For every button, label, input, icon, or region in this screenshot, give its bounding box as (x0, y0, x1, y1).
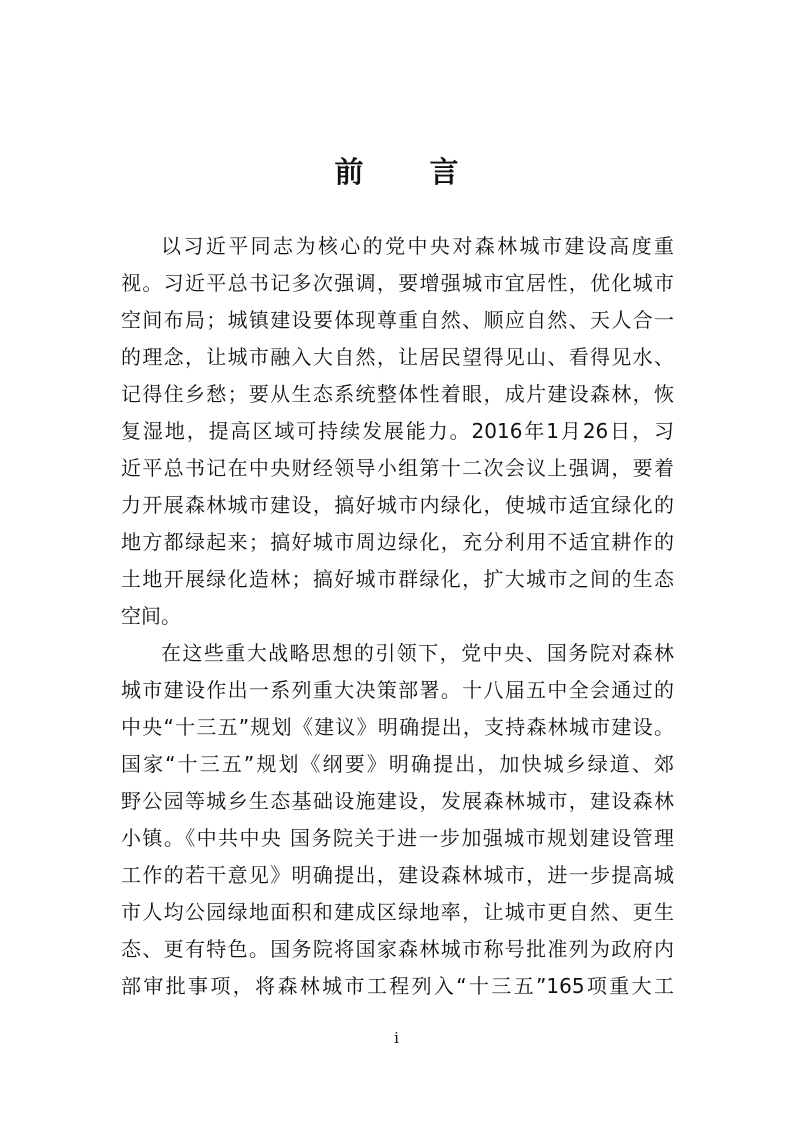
text-line: 以习近平同志为核心的党中央对森林城市建设高度重 (161, 234, 674, 258)
paragraph-2 (121, 635, 674, 1005)
text-line: 小镇。《中共中央 国务院关于进一步加强城市规划建设管理 (121, 826, 674, 850)
text-line: 近平总书记在中央财经领导小组第十二次会议上强调，要着 (121, 456, 674, 480)
text-line: 态、更有特色。国务院将国家森林城市称号批准列为政府内 (121, 937, 674, 961)
text-line: 市人均公园绿地面积和建成区绿地率，让城市更自然、更生 (121, 900, 674, 924)
body-text (121, 228, 674, 1005)
text-line: 野公园等城乡生态基础设施建设，发展森林城市，建设森林 (121, 789, 674, 813)
text-line: 部审批事项，将森林城市工程列入“十三五”165项重大工 (121, 974, 674, 998)
paragraph-1 (121, 228, 674, 635)
text-line: 在这些重大战略思想的引领下，党中央、国务院对森林 (161, 641, 674, 665)
text-line: 复湿地，提高区域可持续发展能力。2016年1月26日，习 (121, 419, 674, 443)
text-line: 力开展森林城市建设，搞好城市内绿化，使城市适宜绿化的 (121, 493, 674, 517)
text-line: 的理念，让城市融入大自然，让居民望得见山、看得见水、 (121, 345, 674, 369)
text-line: 地方都绿起来；搞好城市周边绿化，充分利用不适宜耕作的 (121, 530, 674, 554)
text-line: 中央“十三五”规划《建议》明确提出，支持森林城市建设。 (121, 715, 674, 739)
text-line: 空间布局；城镇建设要体现尊重自然、顺应自然、天人合一 (121, 308, 674, 332)
text-line: 国家“十三五”规划《纲要》明确提出，加快城乡绿道、郊 (121, 752, 674, 776)
page-title: 前 言 (334, 155, 487, 189)
text-line: 城市建设作出一系列重大决策部署。十八届五中全会通过的 (121, 678, 674, 702)
text-line: 工作的若干意见》明确提出，建设森林城市，进一步提高城 (121, 863, 674, 887)
page-number: i (394, 1029, 399, 1047)
text-line: 视。习近平总书记多次强调，要增强城市宜居性，优化城市 (121, 271, 674, 295)
text-line: 土地开展绿化造林；搞好城市群绿化，扩大城市之间的生态 (121, 567, 674, 591)
text-line: 空间。 (121, 604, 181, 628)
text-line: 记得住乡愁；要从生态系统整体性着眼，成片建设森林，恢 (121, 382, 674, 406)
